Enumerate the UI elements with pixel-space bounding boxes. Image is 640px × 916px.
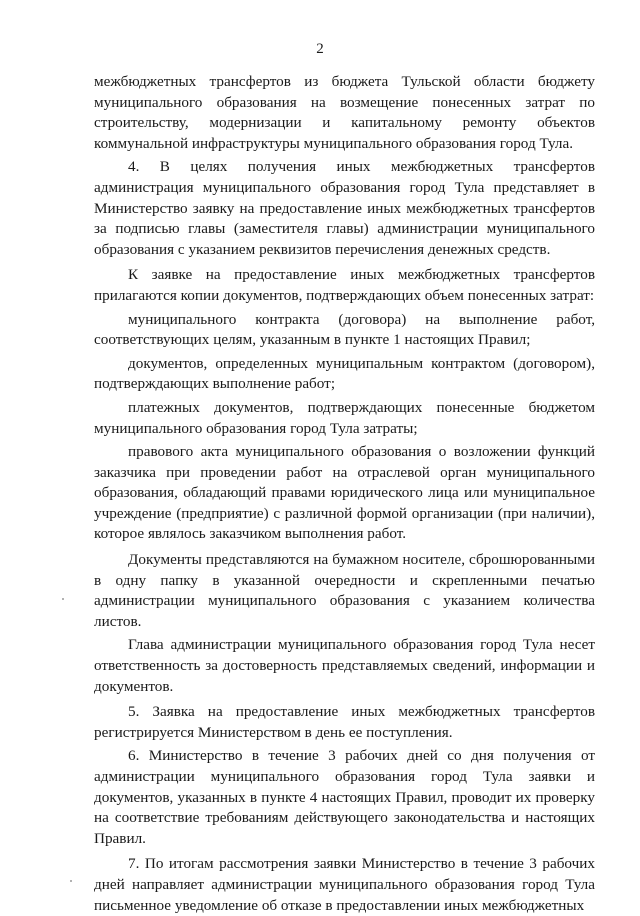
paragraph-item-6: 6. Министерство в течение 3 рабочих дней со дня получения от администрации муниципального образования город Тула заявки и документов, указанных в пункте 4 настоящих Правил, проводит их проверку на соответствие требованиям действующего законодательства и настоящих Правил.: [94, 747, 595, 847]
paragraph-item-4: 4. В целях получения иных межбюджетных трансфертов администрация муниципального образования город Тула представляет в Министерство заявку на предоставление иных межбюджетных трансфертов за подписью главы (заместителя главы) администрации муниципального образования с указанием реквизитов перечисления денежных средств.: [94, 158, 595, 258]
paragraph-head-responsibility: Глава администрации муниципального образования город Тула несет ответственность за достоверность представляемых сведений, информации и документов.: [94, 636, 595, 695]
scan-speck: [70, 880, 72, 882]
scan-speck: [62, 598, 64, 600]
paragraph-transfers-continuation: межбюджетных трансфертов из бюджета Тульской области бюджету муниципального образования на возмещение понесенных затрат по строительству, модернизации и капитальному ремонту объектов коммунальной инфраструктуры муниципального образования город Тула.: [94, 73, 595, 152]
paragraph-legal-act: правового акта муниципального образования о возложении функций заказчика при проведении работ на отраслевой орган муниципального образования, обладающий правами юридического лица или муниципальное учреждение (предприятие) с различной формой организации (при наличии), которое являлось заказчиком выполнения работ.: [94, 443, 595, 543]
paragraph-payment-documents: платежных документов, подтверждающих понесенные бюджетом муниципального образования город Тула затраты;: [94, 398, 595, 437]
paragraph-item-5: 5. Заявка на предоставление иных межбюджетных трансфертов регистрируется Министерством в день ее поступления.: [94, 703, 595, 741]
paragraph-work-documents: документов, определенных муниципальным контрактом (договором), подтверждающих выполнение работ;: [94, 354, 595, 393]
paragraph-document-format: Документы представляются на бумажном носителе, сброшюрованными в одну папку в указанной очередности и скрепленными печатью администрации муниципального образования с указанием количества листов.: [94, 551, 595, 630]
document-body: [94, 72, 595, 916]
page-number: 2: [316, 41, 324, 57]
paragraph-item-7: 7. По итогам рассмотрения заявки Министерство в течение 3 рабочих дней направляет администрации муниципального образования город Тула письменное уведомление об отказе в предоставлении иных межбюджетных: [94, 855, 595, 914]
paragraph-contract-copy: муниципального контракта (договора) на выполнение работ, соответствующих целям, указанным в пункте 1 настоящих Правил;: [94, 310, 595, 349]
paragraph-attachments-intro: К заявке на предоставление иных межбюджетных трансфертов прилагаются копии документов, подтверждающих объем понесенных затрат:: [94, 266, 595, 304]
